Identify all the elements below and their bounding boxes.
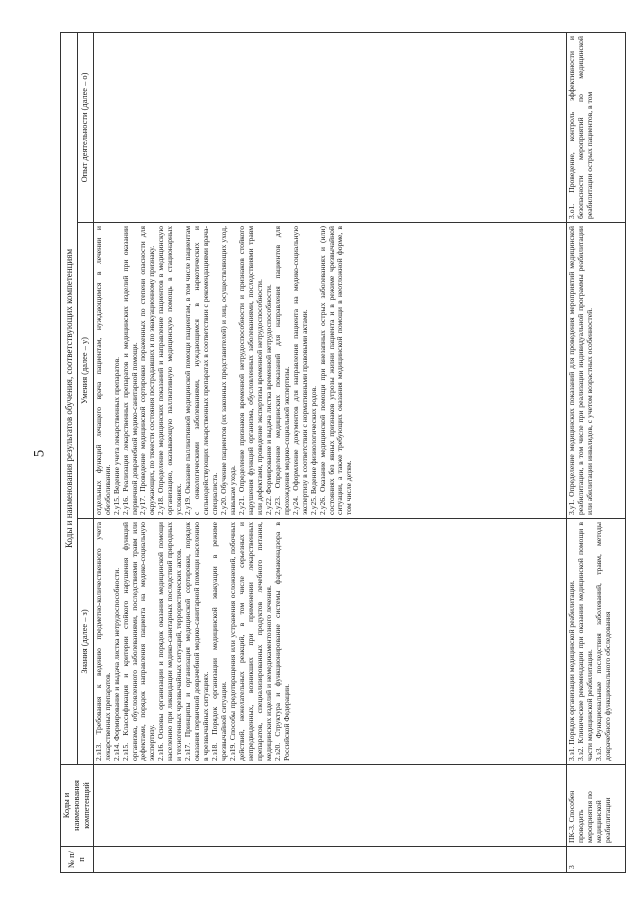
list-item: 2.з13. Требования к ведению предметно-количественного учета лекарственных препаратов. — [93, 522, 112, 761]
list-item: 3.у1. Определение медицинских показаний для проведения мероприятий медицинской реабилитации, в том числе при реализации индивидуальной программы реабилитации или абилитации инвалидов, с учетом возрастных особенностей. — [566, 226, 594, 515]
page-number: 5 — [31, 449, 48, 458]
list-item: 2.у25. Ведение физиологических родов. — [308, 385, 318, 515]
list-item: 2.з15. Классификация и критерии стойкого нарушения функций организма, обусловленного заболеваниями, последствиями травм или дефектами, порядок направления пациента на медико-социальную экспертизу. — [120, 522, 157, 761]
header-number: № п/п — [61, 847, 94, 873]
table-row — [566, 33, 625, 873]
header-code: Коды и наименования компетенций — [61, 765, 94, 847]
row-number — [93, 847, 566, 873]
list-item: 2.у20. Обучение пациентов (их законных представителей) и лиц, осуществляющих уход, навыкам ухода. — [219, 226, 238, 515]
list-item: 2.у22. Формирование и выдача листка временной нетрудоспособности. — [263, 284, 273, 515]
list-item: 2.з18. Порядок организации медицинской эвакуации в режиме чрезвычайной ситуации. — [210, 522, 229, 761]
list-item: 2.у16. Реализация лекарственных препаратов и медицинских изделий при оказании первичной доврачебной медико-санитарной помощи. — [120, 226, 139, 515]
list-item: 2.у19. Оказание паллиативной медицинской помощи пациентам, в том числе пациентам с онкологическими заболеваниями, нуждающимся в наркотических и сильнодействующих лекарственных препаратах в соответствии с рекомендациями врача-специалиста. — [183, 226, 220, 515]
row-code — [93, 765, 566, 847]
list-item: 2.з20. Структура и функционирование системы фармаконадзора в Российской Федерации. — [272, 522, 291, 761]
table-row — [93, 33, 566, 873]
list-item: 2.у21. Определение признаков временной нетрудоспособности и признаков стойкого нарушения функций организма, обусловленных заболеваниями, последствиями травм или дефектами, проведение экспертизы временной нетрудоспособности. — [236, 226, 264, 515]
list-item: 2.з14. Формирование и выдача листка нетрудоспособности. — [111, 567, 121, 761]
list-item: отдельных функций лечащего врача пациентам, нуждающимся в лечении и обезболивании. — [93, 226, 112, 515]
experience-cell — [93, 33, 566, 223]
competency-table — [60, 32, 626, 873]
list-item: 3.з3. Функциональные последствия заболеваний, травм, методы доврачебного функционального обследования — [593, 522, 612, 761]
list-item: 2.у24. Оформление документов для направления пациента на медико-социальную экспертизу в соответствии с нормативными правовыми актами. — [290, 226, 309, 515]
skills-cell — [93, 223, 566, 519]
header-knowledge: Знания (далее – з) — [77, 519, 93, 765]
header-group-title: Коды и наименования результатов обучения, соответствующих компетенциям — [61, 33, 78, 765]
knowledge-cell — [566, 519, 625, 765]
list-item: 2.у23. Определение медицинских показаний для направления пациентов для прохождения медико-социальной экспертизы. — [272, 226, 291, 515]
list-item: 2.з19. Способы предотвращения или устранения осложнений, побочных действий, нежелательных реакций, в том числе серьезных и непредвиденных, возникших при применении лекарственных препаратов, специализированных продуктов лечебного питания, медицинских изделий и немедикаментозного лечения. — [228, 522, 273, 761]
list-item: 2.у18. Определение медицинских показаний и направление пациентов в медицинскую организацию, оказывающую паллиативную медицинскую помощь в стационарных условиях. — [156, 226, 184, 515]
header-experience: Опыт деятельности (далее – о) — [77, 33, 93, 223]
list-item: 3.з1. Порядок организации медицинской реабилитации. — [566, 580, 576, 761]
list-item: 2.з16. Основы организации и порядок оказания медицинской помощи населению при ликвидации медико-санитарных последствий природных и техногенных чрезвычайных ситуаций, террористических актов. — [156, 522, 184, 761]
list-item: 3.з2. Клинические рекомендации при оказании медицинской помощи в части медицинской реабилитации. — [575, 522, 594, 761]
rotated-page — [60, 33, 620, 873]
row-number: 3 — [566, 847, 625, 873]
list-item: 2.у17. Проведение медицинской сортировки пораженных по степени опасности для окружающих, по тяжести состояния пострадавших и по эвакуационному признаку. — [138, 226, 157, 515]
experience-cell: 3.о1. Проведение, контроль эффективности и безопасности мероприятий по медицинской реабилитации острых пациентов, в том — [566, 33, 625, 223]
list-item: 2.з17. Принципы и организация медицинской сортировки, порядок оказания первичной доврачебной медико-санитарной помощи населению в чрезвычайных ситуациях. — [183, 522, 211, 761]
list-item: 2.у15. Ведение учета лекарственных препаратов. — [111, 356, 121, 515]
header-skills: Умения (далее – у) — [77, 223, 93, 519]
skills-cell — [566, 223, 625, 519]
list-item: 2.у26. Оказание медицинской помощи при внезапных острых заболеваниях и (или) состояниях без явных признаков угрозы жизни пациента и в режиме чрезвычайной ситуации, а также требующих оказания медицинской помощи в неотложной форме, в том числе детям. — [317, 226, 354, 515]
row-code: ПК-3. Способен проводить мероприятия по медицинской реабилитации — [566, 765, 625, 847]
knowledge-cell — [93, 519, 566, 765]
